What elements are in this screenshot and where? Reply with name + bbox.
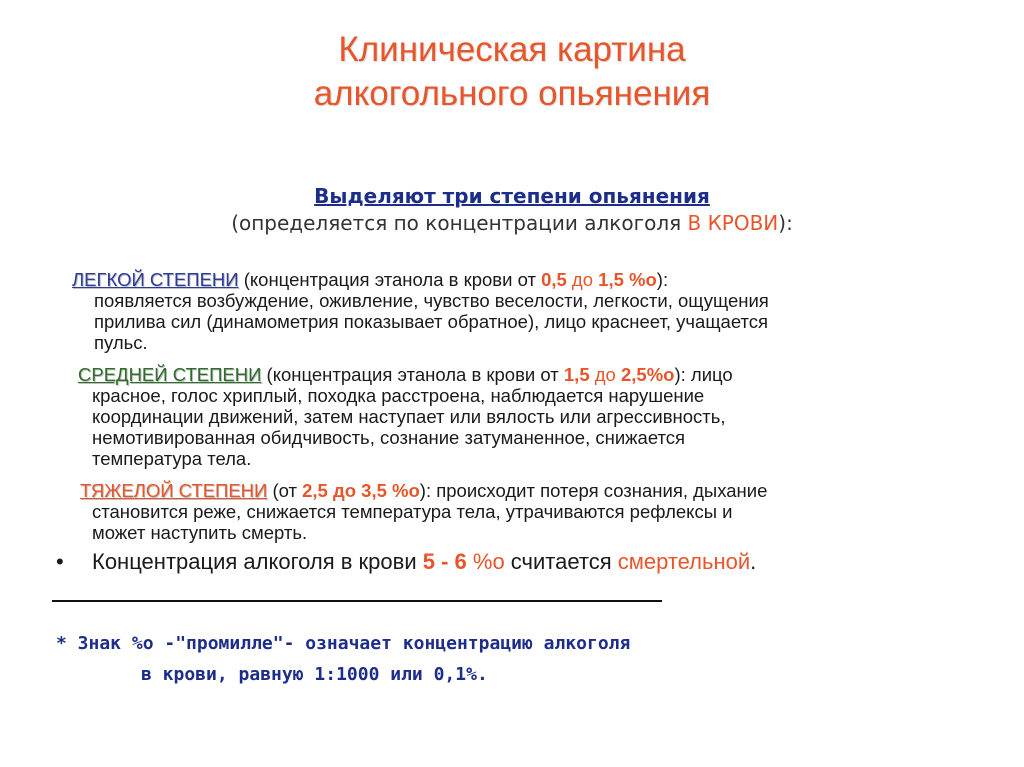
bullet-text-a: Концентрация алкоголя в крови bbox=[92, 549, 423, 574]
degree-medium-lead bbox=[78, 364, 733, 385]
subtitle bbox=[0, 183, 1024, 237]
footnote bbox=[56, 628, 630, 690]
bullet-text-b: считается bbox=[504, 549, 618, 574]
degree-light-mid: до bbox=[566, 269, 599, 290]
degree-light-line: появляется возбуждение, оживление, чувство веселости, легкости, ощущения bbox=[94, 290, 769, 311]
footnote-line-1: * Знак %o -"промилле"- означает концентрацию алкоголя bbox=[56, 633, 631, 654]
bullet-lethal-word: смертельной bbox=[617, 549, 751, 574]
degree-light-line: пульс. bbox=[94, 332, 148, 353]
degree-heavy-v1: 2,5 до 3,5 %o bbox=[302, 480, 420, 501]
subtitle-heading: Выделяют три степени опьянения bbox=[314, 184, 710, 208]
degree-light-lead bbox=[72, 269, 769, 290]
degree-medium-mid: до bbox=[589, 364, 621, 385]
bullet-value: 5 - 6 bbox=[422, 549, 467, 574]
degree-light-v2: 1,5 %o bbox=[598, 269, 657, 290]
degree-heavy-pre: (от bbox=[267, 480, 303, 501]
degree-medium-line: координации движений, затем наступает или вялость или агрессивность, bbox=[92, 406, 726, 427]
bullet-dot: • bbox=[56, 549, 64, 574]
degree-light-v1: 0,5 bbox=[541, 269, 567, 290]
bullet-unit: %o bbox=[466, 549, 505, 574]
title-line-1: Клиническая картина bbox=[338, 30, 686, 69]
footnote-line-2: в крови, равную 1:1000 или 0,1%. bbox=[141, 664, 488, 685]
degree-heavy-block bbox=[80, 480, 767, 543]
degree-medium-v2: 2,5%o bbox=[620, 364, 675, 385]
footnote-divider bbox=[52, 600, 662, 602]
degree-heavy-name: ТЯЖЕЛОЙ СТЕПЕНИ bbox=[80, 480, 268, 501]
subtitle-note-blood: В КРОВИ bbox=[687, 211, 779, 235]
degree-heavy-line: может наступить смерть. bbox=[92, 522, 308, 543]
degree-medium-post: ): лицо bbox=[674, 364, 733, 385]
degree-light-post: ): bbox=[656, 269, 669, 290]
subtitle-note-a: (определяется по концентрации алкоголя bbox=[231, 211, 688, 235]
degree-medium-pre: (концентрация этанола в крови от bbox=[261, 364, 564, 385]
subtitle-note bbox=[0, 210, 1024, 237]
degree-medium-block bbox=[78, 364, 733, 469]
title-line-2: алкогольного опьянения bbox=[313, 74, 711, 113]
slide-title bbox=[0, 28, 1024, 116]
degree-medium-name: СРЕДНЕЙ СТЕПЕНИ bbox=[78, 364, 262, 385]
degree-medium-v1: 1,5 bbox=[563, 364, 590, 385]
bullet-end: . bbox=[750, 549, 757, 574]
subtitle-note-c: ): bbox=[778, 211, 793, 235]
degree-medium-line: красное, голос хриплый, походка расстроена, наблюдается нарушение bbox=[92, 385, 705, 406]
lethal-concentration-bullet bbox=[56, 548, 756, 576]
degree-medium-line: температура тела. bbox=[92, 448, 252, 469]
degree-light-block bbox=[72, 269, 769, 353]
degree-light-line: прилива сил (динамометрия показывает обратное), лицо краснеет, учащается bbox=[94, 311, 769, 332]
degree-heavy-post: ): происходит потеря сознания, дыхание bbox=[419, 480, 768, 501]
degree-light-pre: (концентрация этанола в крови от bbox=[238, 269, 542, 290]
degree-heavy-lead bbox=[80, 480, 767, 501]
degree-heavy-line: становится реже, снижается температура тела, утрачиваются рефлексы и bbox=[92, 501, 733, 522]
degree-light-name: ЛЕГКОЙ СТЕПЕНИ bbox=[72, 269, 239, 290]
degree-medium-line: немотивированная обидчивость, сознание затуманенное, снижается bbox=[92, 427, 686, 448]
